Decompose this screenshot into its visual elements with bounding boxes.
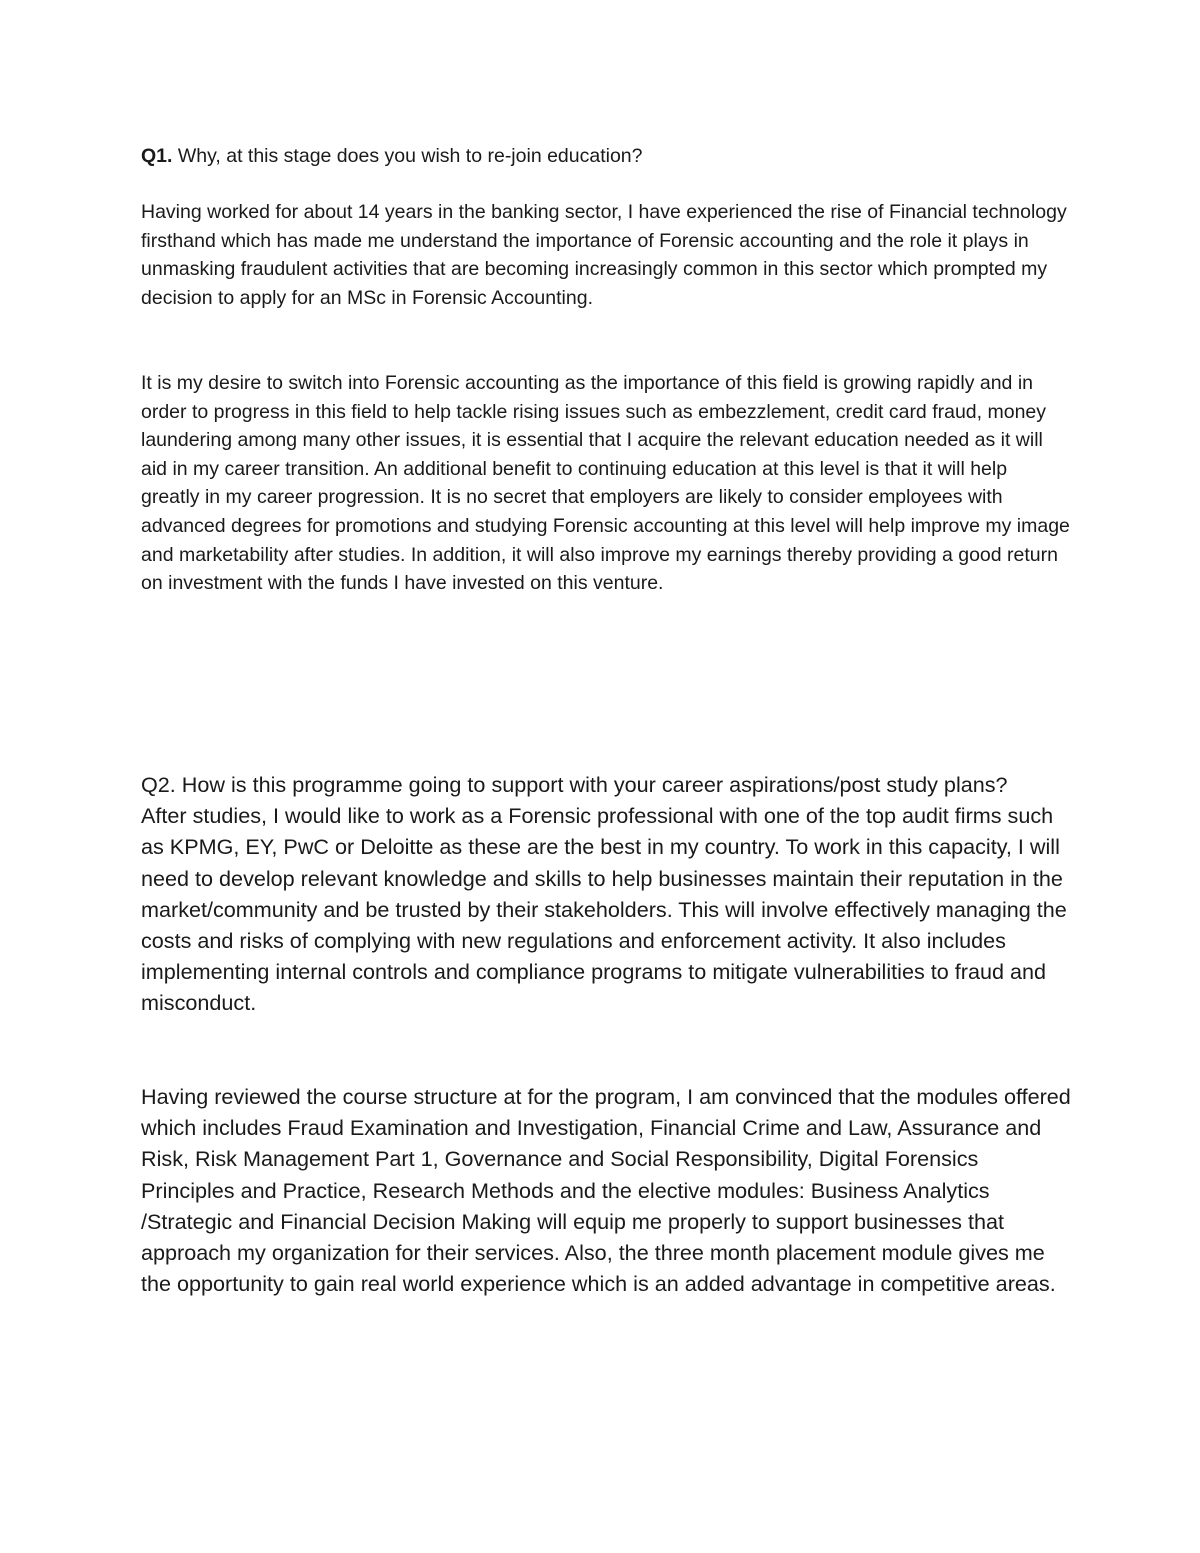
q2-section [141,769,1071,1019]
q1-answer-paragraph-1: Having worked for about 14 years in the banking sector, I have experienced the rise of Financial technology firsthand which has made me understand the importance of Forensic accounting and the role it plays in unmasking fraudulent activities that are becoming increasingly common in this sector which prompted my decision to apply for an MSc in Forensic Accounting. [141,201,1067,309]
q2-answer-paragraph-1: After studies, I would like to work as a Forensic professional with one of the top audit firms such as KPMG, EY, PwC or Deloitte as these are the best in my country. To work in this capacity, I will need to develop relevant knowledge and skills to help businesses maintain their reputation in the market/community and be trusted by their stakeholders. This will involve effectively managing the costs and risks of complying with new regulations and enforcement activity. It also includes implementing internal controls and compliance programs to mitigate vulnerabilities to fraud and misconduct. [141,803,1067,1016]
q1-question-text: Why, at this stage does you wish to re-join education? [172,145,643,167]
q1-heading [141,142,1071,171]
q1-number: Q1. [141,145,173,167]
q2-answer-paragraph-2: Having reviewed the course structure at for the program, I am convinced that the modules offered which includes Fraud Examination and Investigation, Financial Crime and Law, Assurance and Risk, Risk Management Part 1, Governance and Social Responsibility, Digital Forensics Principles and Practice, Research Methods and the elective modules: Business Analytics /Strategic and Financial Decision Making will equip me properly to support businesses that approach my organization for their services. Also, the three month placement module gives me the opportunity to gain real world experience which is an added advantage in competitive areas. [141,1084,1071,1297]
q2-question-text: Q2. How is this programme going to support with your career aspirations/post study plans? [141,772,1008,797]
q1-answer-paragraph-2: It is my desire to switch into Forensic accounting as the importance of this field is growing rapidly and in order to progress in this field to help tackle rising issues such as embezzlement, credit card fraud, money laundering among many other issues, it is essential that I acquire the relevant education needed as it will aid in my career transition. An additional benefit to continuing education at this level is that it will help greatly in my career progression. It is no secret that employers are likely to consider employees with advanced degrees for promotions and studying Forensic accounting at this level will help improve my image and marketability after studies. In addition, it will also improve my earnings thereby providing a good return on investment with the funds I have invested on this venture. [141,372,1070,595]
